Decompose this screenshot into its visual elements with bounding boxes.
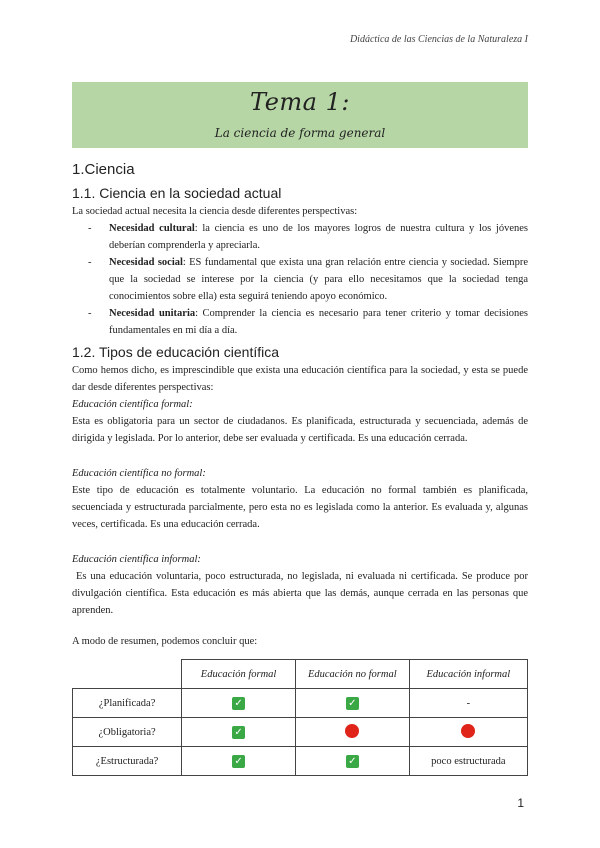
title-subtitle: La ciencia de forma general [214, 126, 386, 140]
table-row [73, 689, 528, 718]
list-item: - Necesidad social: ES fundamental que exista una gran relación entre ciencia y sociedad. Siempre que la sociedad se interese por la ciencia (y para ello necesitamos que la sociedad tenga conocimientos sobre ella) esta seguirá teniendo apoyo económico. [88, 257, 529, 302]
table-column-header: Educación formal [182, 660, 296, 689]
table-cell [295, 718, 409, 747]
title-main: Tema 1: [250, 88, 350, 116]
formal-title: Educación científica formal: [72, 399, 193, 410]
nonformal-title: Educación científica no formal: [72, 468, 206, 479]
title-banner [72, 82, 528, 148]
table-row-label: ¿Estructurada? [73, 747, 182, 776]
table-cell [295, 689, 409, 718]
list-item-text: : Comprender la ciencia es necesario para tener criterio y tomar decisiones fundamentales en mi día a día. [109, 308, 528, 336]
check-mark-icon: ✓ [232, 726, 245, 739]
check-mark-icon: ✓ [346, 755, 359, 768]
nonformal-text: Este tipo de educación es totalmente voluntario. La educación no formal también es planificada, secuenciada y estructurada parcialmente, pero esta no es legislada como la anterior. Es evaluada y, algunas veces, certificada. Es una educación cerrada. [72, 485, 528, 530]
table-cell [182, 689, 296, 718]
paragraph-intro-1-1: La sociedad actual necesita la ciencia desde diferentes perspectivas: [72, 206, 358, 217]
summary-table [72, 659, 528, 776]
needs-list [72, 220, 528, 339]
table-column-header: Educación no formal [295, 660, 409, 689]
table-cell: poco estructurada [409, 747, 527, 776]
check-mark-icon: ✓ [346, 697, 359, 710]
section-heading: 1.Ciencia [72, 161, 135, 178]
list-item-term: Necesidad unitaria [109, 308, 196, 319]
informal-text: Es una educación voluntaria, poco estructurada, no legislada, ni evaluada ni certificada. Se produce por divulgación científica. Esta educación es más abierta que las demás, aunque cerrada en las personas que aprenden. [72, 571, 528, 616]
list-item: - Necesidad cultural: la ciencia es uno de los mayores logros de nuestra cultura y los jóvenes deberían comprenderla y apreciarla. [88, 223, 528, 251]
table-header-row [73, 660, 528, 689]
informal-title: Educación científica informal: [72, 554, 201, 565]
red-circle-icon [461, 724, 475, 738]
table-corner-cell [73, 660, 182, 689]
table-row-label: ¿Obligatoria? [73, 718, 182, 747]
list-item: - Necesidad unitaria: Comprender la ciencia es necesario para tener criterio y tomar decisiones fundamentales en mi día a día. [88, 308, 528, 336]
table-cell [409, 718, 527, 747]
table-cell [295, 747, 409, 776]
subsection-heading-1-2: 1.2. Tipos de educación científica [72, 344, 280, 360]
table-cell [182, 747, 296, 776]
list-item-term: Necesidad social [109, 257, 183, 268]
check-mark-icon: ✓ [232, 755, 245, 768]
table-cell: - [409, 689, 527, 718]
main-content [72, 160, 528, 650]
subsection-heading-1-1: 1.1. Ciencia en la sociedad actual [72, 185, 282, 201]
paragraph-intro-1-2: Como hemos dicho, es imprescindible que exista una educación científica para la sociedad, y esta se puede dar desde diferentes perspectivas: [72, 365, 528, 393]
table-cell [182, 718, 296, 747]
running-header: Didáctica de las Ciencias de la Naturaleza I [349, 34, 528, 45]
red-circle-icon [345, 724, 359, 738]
check-mark-icon: ✓ [232, 697, 245, 710]
list-item-text: : la ciencia es uno de los mayores logros de nuestra cultura y los jóvenes deberían comprenderla y apreciarla. [109, 223, 528, 251]
list-item-text: : ES fundamental que exista una gran relación entre ciencia y sociedad. Siempre que la sociedad se interese por la ciencia (y para ello necesitamos que la sociedad tenga conocimientos sobre ella) esta seguirá teniendo apoyo económico. [109, 257, 529, 302]
table-row-label: ¿Planificada? [73, 689, 182, 718]
page-number: 1 [517, 796, 524, 810]
formal-text: Esta es obligatoria para un sector de ciudadanos. Es planificada, estructurada y secuenciada, además de dirigida y legislada. Por lo anterior, debe ser evaluada y certificada. Es una educación cerrada. [72, 416, 528, 444]
summary-intro: A modo de resumen, podemos concluir que: [72, 636, 258, 647]
table-row [73, 718, 528, 747]
table-column-header: Educación informal [409, 660, 527, 689]
table-row [73, 747, 528, 776]
list-item-term: Necesidad cultural [109, 223, 195, 234]
